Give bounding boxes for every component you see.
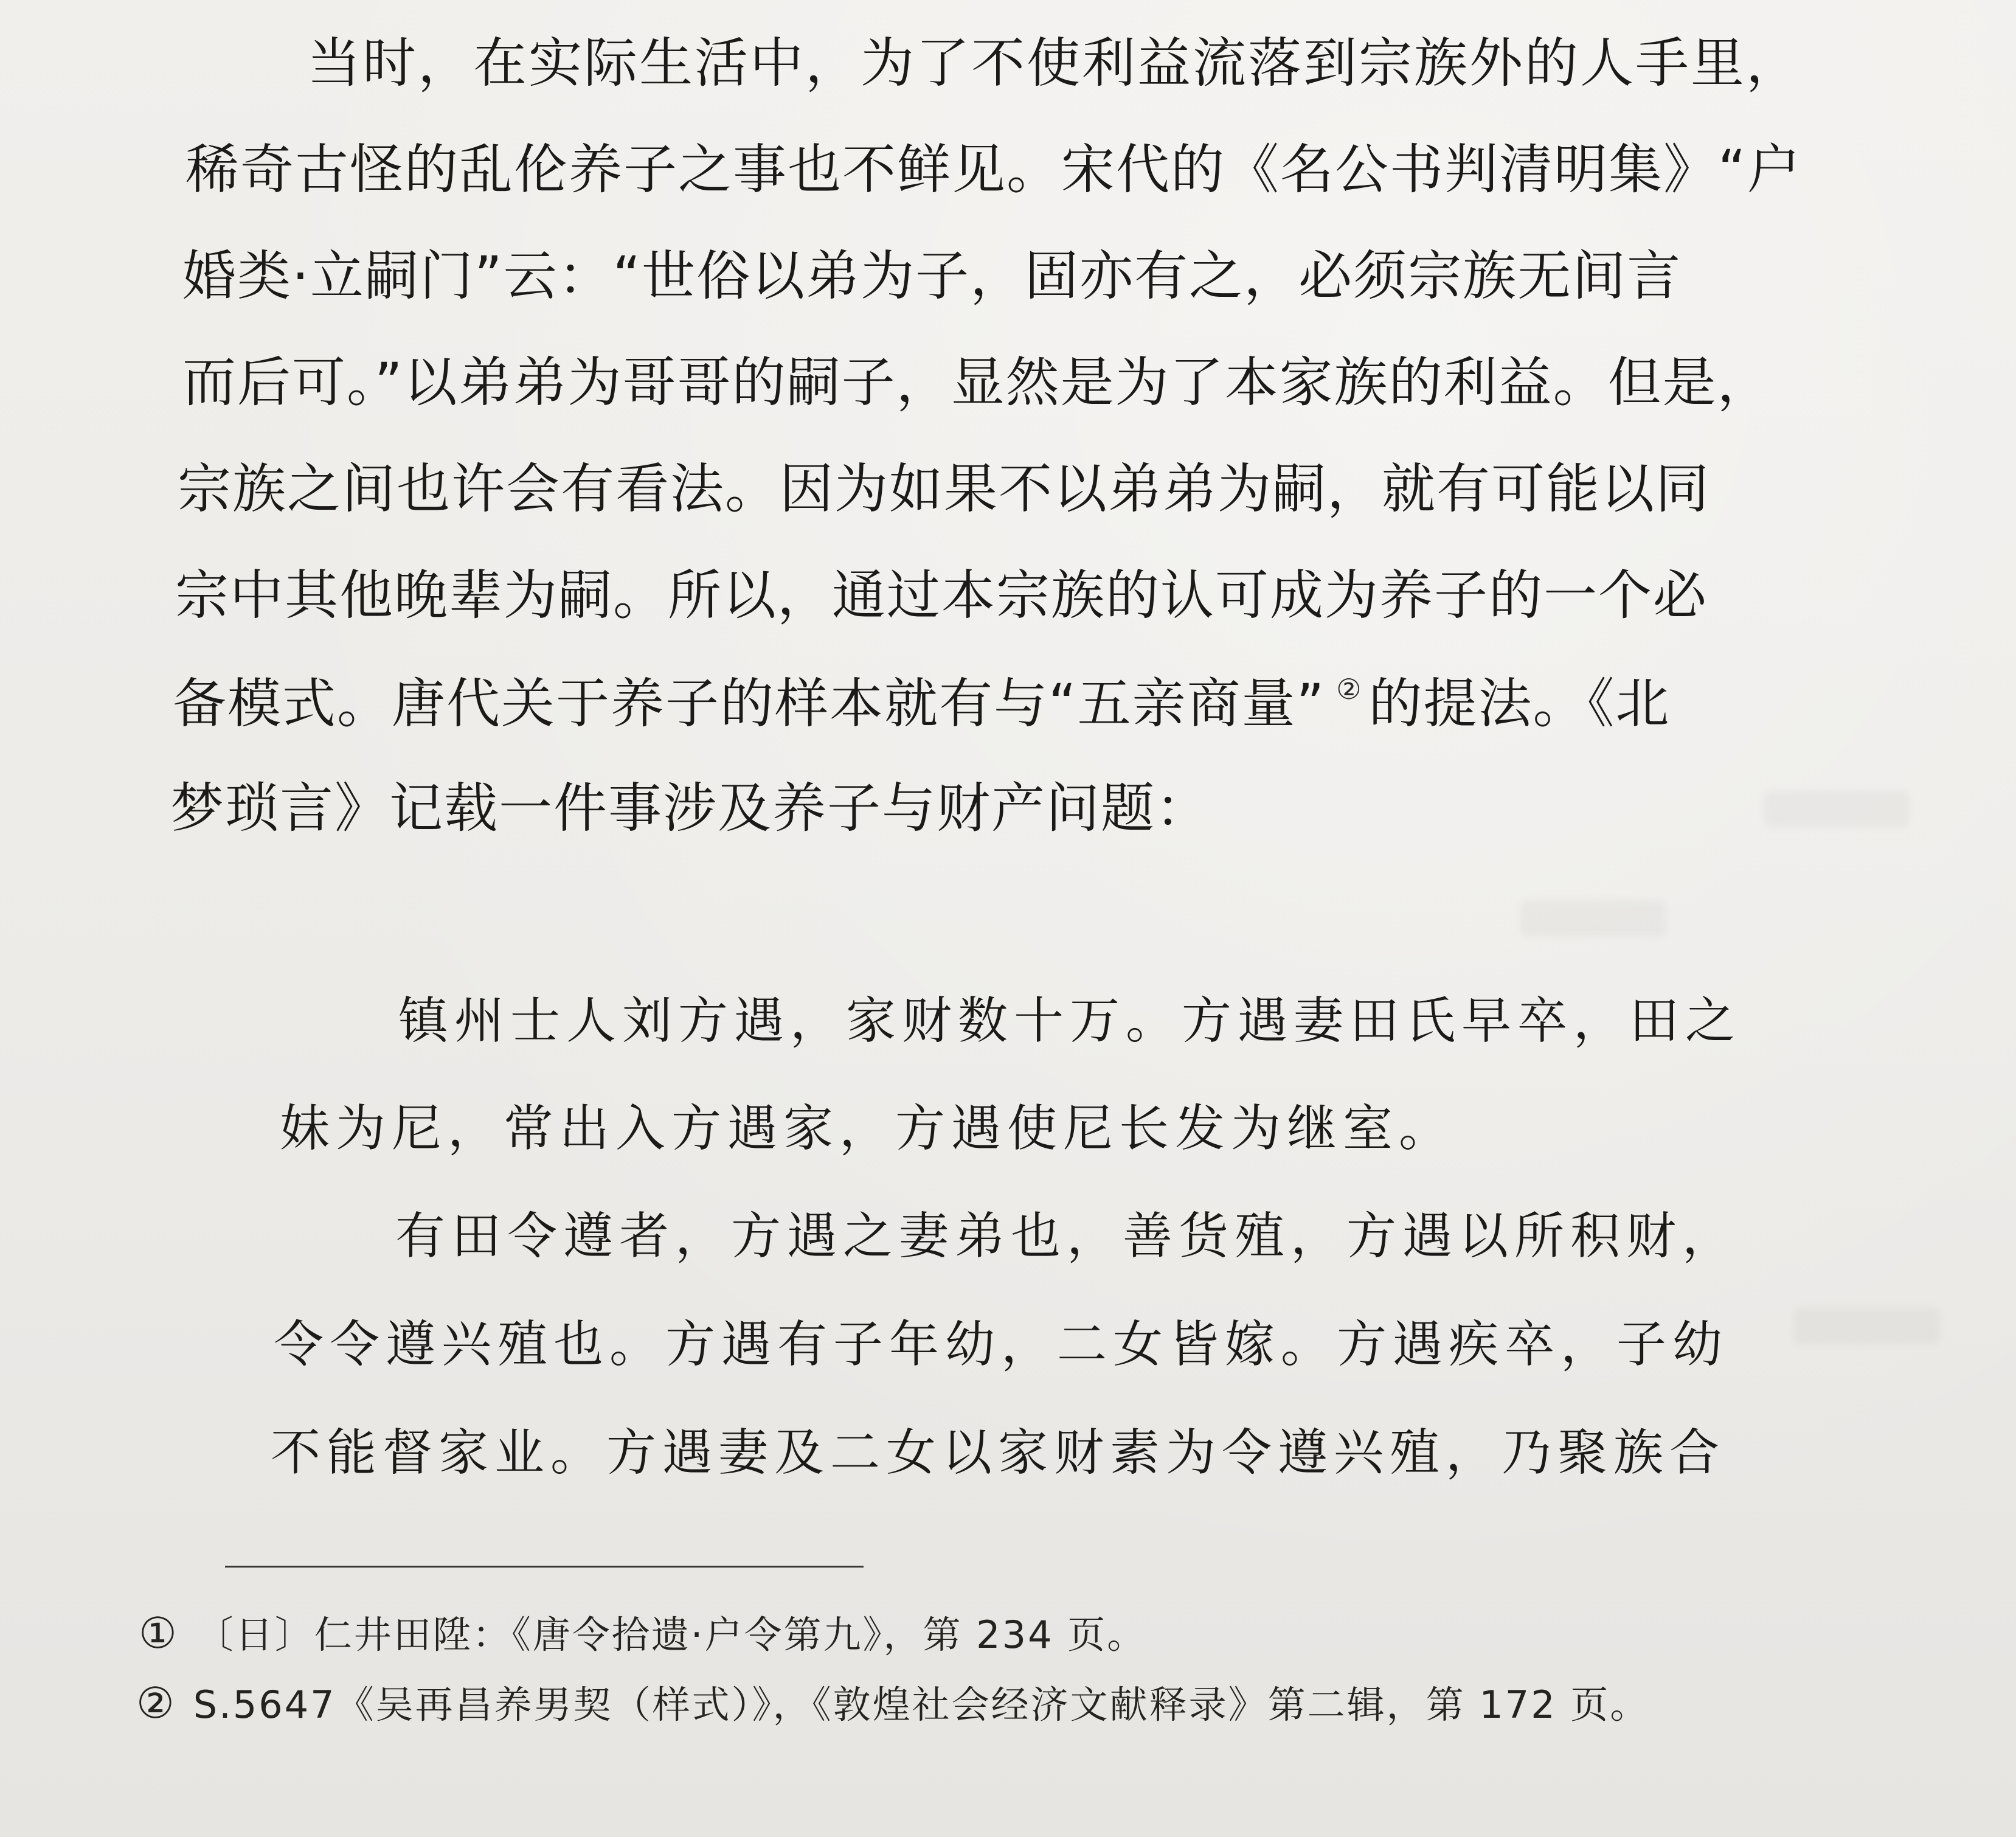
body-line-1: 当时，在实际生活中，为了不使利益流落到宗族外的人手里，	[307, 32, 1802, 94]
body-line-7-tail: 的提法。《北	[1368, 672, 1671, 735]
quote-line-5: 不能督家业。方遇妻及二女以家财素为令遵兴殖，乃聚族合	[271, 1424, 1726, 1482]
footnote-2	[136, 1678, 1650, 1728]
body-line-4: 而后可。”以弟弟为哥哥的嗣子，显然是为了本家族的利益。但是，	[182, 351, 1772, 414]
body-line-7	[173, 672, 1671, 735]
footnote-ref-2[interactable]: ②	[1336, 673, 1363, 706]
quote-line-3: 有田令遵者，方遇之妻弟也，善货殖，方遇以所积财，	[395, 1207, 1739, 1265]
body-line-7-main: 备模式。唐代关于养子的样本就有与“五亲商量”	[173, 672, 1326, 735]
footnote-1-text: 〔日〕仁井田陞：《唐令拾遗·户令第九》，第 234 页。	[195, 1613, 1147, 1657]
footnote-1	[139, 1608, 1147, 1658]
body-line-6: 宗中其他晚辈为嗣。所以，通过本宗族的认可成为养子的一个必	[175, 564, 1708, 627]
footnote-marker-2: ②	[136, 1678, 176, 1728]
bleed-through-mark	[1520, 900, 1666, 937]
footnote-divider	[225, 1566, 864, 1568]
body-line-3: 婚类·立嗣门”云：“世俗以弟为子，固亦有之，必须宗族无间言	[182, 245, 1682, 307]
quote-line-2: 妹为尼，常出入方遇家，方遇使尼长发为继室。	[280, 1100, 1455, 1158]
quote-line-1: 镇州士人刘方遇，家财数十万。方遇妻田氏早卒，田之	[398, 992, 1742, 1050]
body-line-5: 宗族之间也许会有看法。因为如果不以弟弟为嗣，就有可能以同	[178, 457, 1711, 520]
body-line-2: 稀奇古怪的乱伦养子之事也不鲜见。宋代的《名公书判清明集》“户	[185, 138, 1802, 201]
bleed-through-mark	[1764, 791, 1910, 827]
body-line-8: 梦琐言》记载一件事涉及养子与财产问题：	[170, 777, 1211, 839]
quote-line-4: 令令遵兴殖也。方遇有子年幼，二女皆嫁。方遇疾卒，子幼	[274, 1316, 1729, 1373]
bleed-through-mark	[1794, 1308, 1940, 1344]
footnote-2-text: S.5647《吴再昌养男契（样式）》，《敦煌社会经济文献释录》第二辑，第 172 页。	[193, 1682, 1650, 1727]
footnote-marker-1: ①	[139, 1608, 179, 1658]
